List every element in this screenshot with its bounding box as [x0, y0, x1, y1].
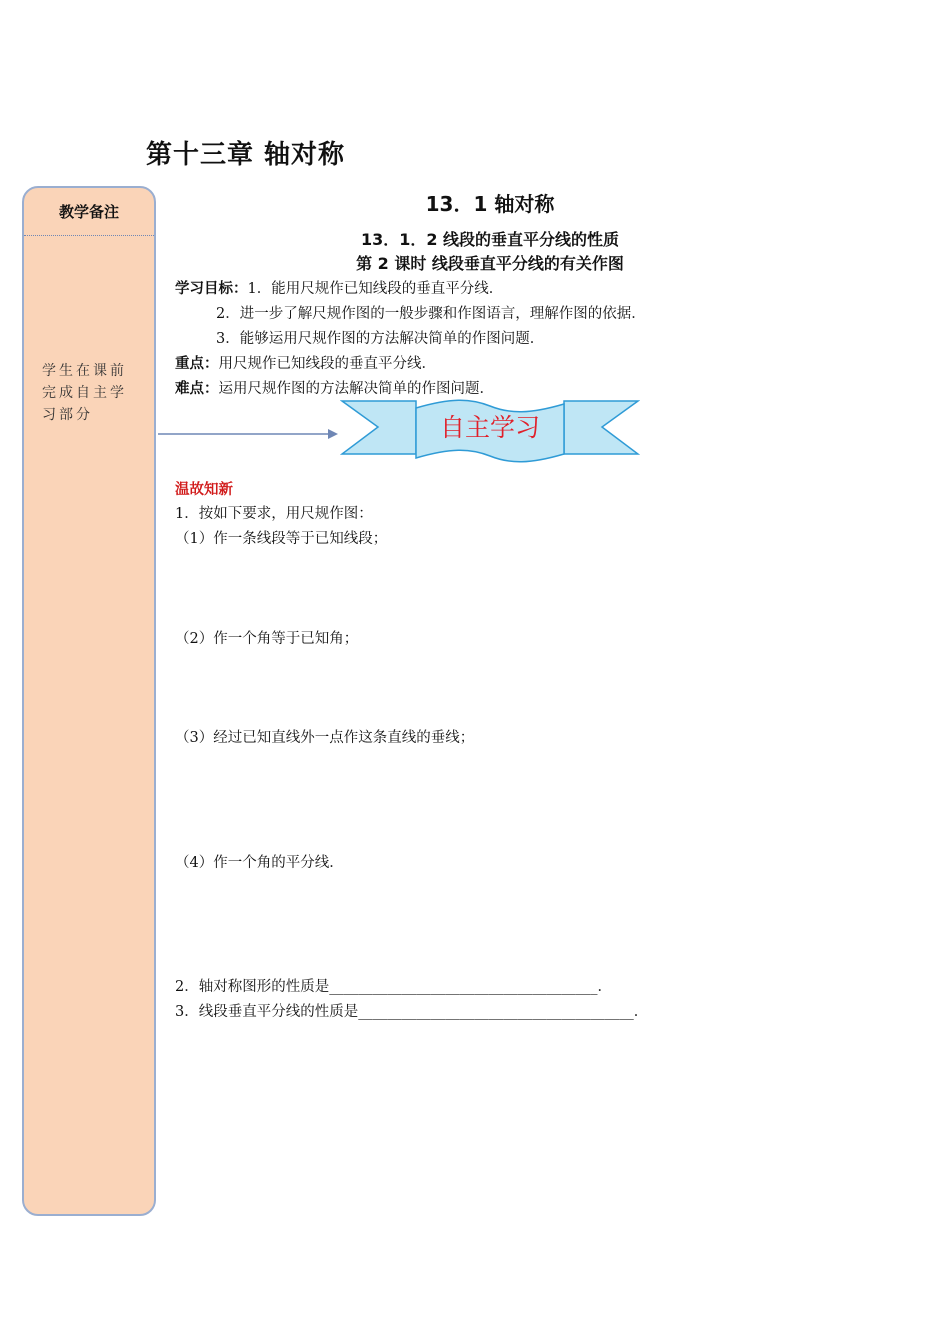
objective-line — [175, 277, 503, 298]
self-study-banner — [340, 396, 640, 466]
question-2: 2．轴对称图形的性质是_____________________________________． — [175, 979, 612, 995]
objectives-label: 学习目标： — [175, 281, 248, 297]
chapter-title: 第十三章 轴对称 — [146, 140, 346, 170]
sidebar-header: 教学备注 — [24, 188, 154, 236]
sidebar-note — [42, 360, 142, 426]
difficulty-label: 难点： — [175, 381, 219, 397]
banner-text: 自主学习 — [439, 413, 541, 442]
sidebar-note-line: 学生在课前 — [42, 363, 127, 379]
sidebar-note-line: 习部分 — [42, 407, 93, 423]
teaching-notes-sidebar — [22, 186, 156, 1216]
objective-item: 2．进一步了解尺规作图的一般步骤和作图语言，理解作图的依据． — [216, 306, 646, 322]
lesson-title: 第 2 课时 线段垂直平分线的有关作图 — [356, 254, 624, 273]
question-3: 3．线段垂直平分线的性质是______________________________________． — [175, 1004, 649, 1020]
question-1-item: （2）作一个角等于已知角； — [175, 631, 359, 647]
key-point — [175, 352, 436, 373]
review-heading: 温故知新 — [175, 482, 233, 498]
difficulty-text: 运用尺规作图的方法解决简单的作图问题． — [218, 381, 494, 397]
question-1: 1．按如下要求，用尺规作图： — [175, 506, 373, 522]
sidebar-note-line: 完成自主学 — [42, 385, 127, 401]
question-1-item: （1）作一条线段等于已知线段； — [175, 531, 388, 547]
question-1-item: （3）经过已知直线外一点作这条直线的垂线； — [175, 730, 475, 746]
question-1-item: （4）作一个角的平分线． — [175, 855, 344, 871]
objective-item: 3．能够运用尺规作图的方法解决简单的作图问题． — [216, 331, 545, 347]
key-point-text: 用尺规作已知线段的垂直平分线． — [218, 356, 436, 372]
difficulty — [175, 377, 494, 398]
arrow-right-icon — [158, 424, 340, 444]
objective-item: 1．能用尺规作已知线段的垂直平分线． — [247, 281, 504, 297]
key-point-label: 重点： — [175, 356, 219, 372]
section-title: 13．1 轴对称 — [425, 192, 555, 216]
subsection-title: 13．1．2 线段的垂直平分线的性质 — [360, 230, 620, 249]
